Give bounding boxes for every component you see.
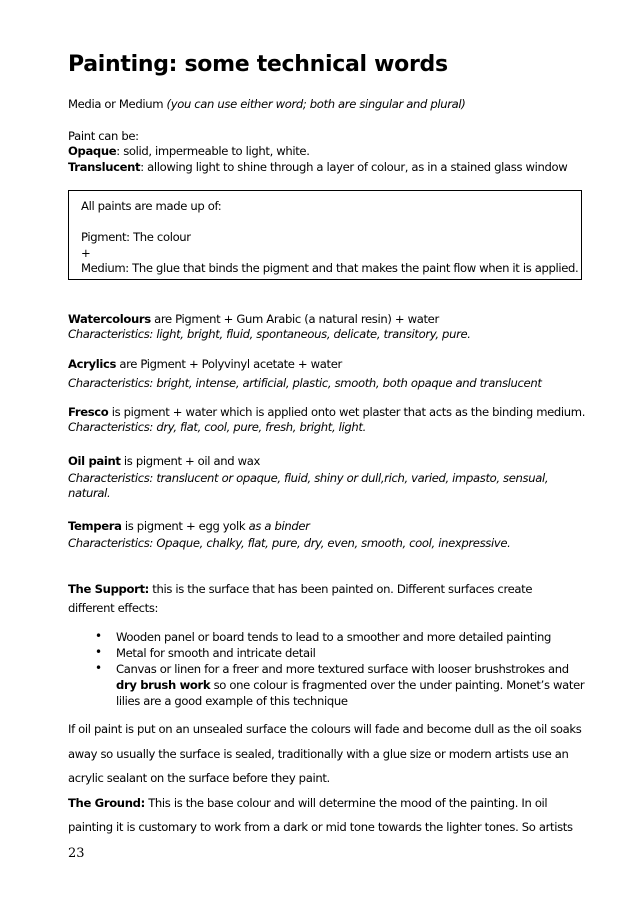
acrylics-def: are Pigment + Polyvinyl acetate + water: [116, 357, 342, 371]
paint-can-be: Paint can be:: [68, 129, 139, 143]
media-line: [68, 97, 465, 112]
support-term: The Support:: [68, 582, 149, 596]
watercolours-term: Watercolours: [68, 312, 151, 326]
oil-line: [68, 454, 260, 469]
page-title: Painting: some technical words: [68, 52, 448, 77]
watercolours-line: [68, 312, 439, 327]
box-line-2: Pigment: The colour: [81, 230, 191, 244]
opaque-term: Opaque: [68, 144, 117, 158]
fresco-term: Fresco: [68, 405, 109, 419]
support-line-2: different effects:: [68, 601, 159, 615]
tempera-characteristics: Characteristics: Opaque, chalky, flat, pure, dry, even, smooth, cool, inexpressive.: [68, 536, 511, 550]
translucent-line: [68, 160, 567, 175]
fresco-line: [68, 405, 585, 420]
tempera-def: is pigment + egg yolk: [121, 519, 249, 533]
ground-term: The Ground:: [68, 796, 145, 810]
bullet-metal: Metal for smooth and intricate detail: [116, 646, 316, 660]
acrylics-term: Acrylics: [68, 357, 117, 371]
tempera-binder: as a binder: [248, 519, 310, 533]
support-line-1: [68, 582, 532, 597]
bullet-canvas-2-rest: so one colour is fragmented over the under painting. Monet’s water: [210, 678, 585, 692]
oil-characteristics-1: Characteristics: translucent or opaque, fluid, shiny or dull,rich, varied, impasto, sensual,: [68, 471, 549, 485]
bullet-dot: •: [95, 661, 103, 675]
support-def: this is the surface that has been painted on. Different surfaces create: [148, 582, 533, 596]
acrylics-line: [68, 357, 342, 372]
ground-line-2: painting it is customary to work from a dark or mid tone towards the lighter tones. So artists: [68, 820, 573, 834]
oil-def: is pigment + oil and wax: [120, 454, 260, 468]
tempera-line: [68, 519, 310, 534]
box-line-4: Medium: The glue that binds the pigment and that makes the paint flow when it is applied.: [81, 261, 579, 275]
opaque-def: : solid, impermeable to light, white.: [116, 144, 310, 158]
media-lead: Media or Medium: [68, 97, 164, 111]
translucent-term: Translucent: [68, 160, 141, 174]
bullet-canvas-2: [116, 678, 584, 693]
box-line-3: +: [81, 246, 91, 260]
page-number: 23: [68, 846, 85, 861]
bullet-wooden-panel: Wooden panel or board tends to lead to a smoother and more detailed painting: [116, 630, 551, 644]
bullet-dot: •: [95, 629, 103, 643]
bullet-dot: •: [95, 645, 103, 659]
tempera-term: Tempera: [68, 519, 122, 533]
ground-def: This is the base colour and will determine the mood of the painting. In oil: [144, 796, 548, 810]
oil-characteristics-2: natural.: [68, 486, 111, 500]
ground-line-1: [68, 796, 547, 811]
acrylics-characteristics: Characteristics: bright, intense, artificial, plastic, smooth, both opaque and translucent: [68, 376, 542, 390]
translucent-def: : allowing light to shine through a layer of colour, as in a stained glass window: [140, 160, 568, 174]
watercolours-characteristics: Characteristics: light, bright, fluid, spontaneous, delicate, transitory, pure.: [68, 327, 471, 341]
oil-term: Oil paint: [68, 454, 121, 468]
box-line-1: All paints are made up of:: [81, 199, 222, 213]
opaque-line: [68, 144, 310, 159]
bullet-canvas-1: Canvas or linen for a freer and more textured surface with looser brushstrokes and: [116, 662, 569, 676]
unsealed-line-2: away so usually the surface is sealed, traditionally with a glue size or modern artists use an: [68, 747, 569, 761]
media-note: (you can use either word; both are singular and plural): [166, 97, 466, 111]
watercolours-def: are Pigment + Gum Arabic (a natural resin) + water: [150, 312, 439, 326]
dry-brush-term: dry brush work: [116, 678, 211, 692]
fresco-def: is pigment + water which is applied onto wet plaster that acts as the binding medium.: [108, 405, 586, 419]
unsealed-line-1: If oil paint is put on an unsealed surface the colours will fade and become dull as the oil soaks: [68, 722, 582, 736]
fresco-characteristics: Characteristics: dry, flat, cool, pure, fresh, bright, light.: [68, 420, 366, 434]
bullet-canvas-3: lilies are a good example of this technique: [116, 694, 348, 708]
unsealed-line-3: acrylic sealant on the surface before they paint.: [68, 771, 330, 785]
